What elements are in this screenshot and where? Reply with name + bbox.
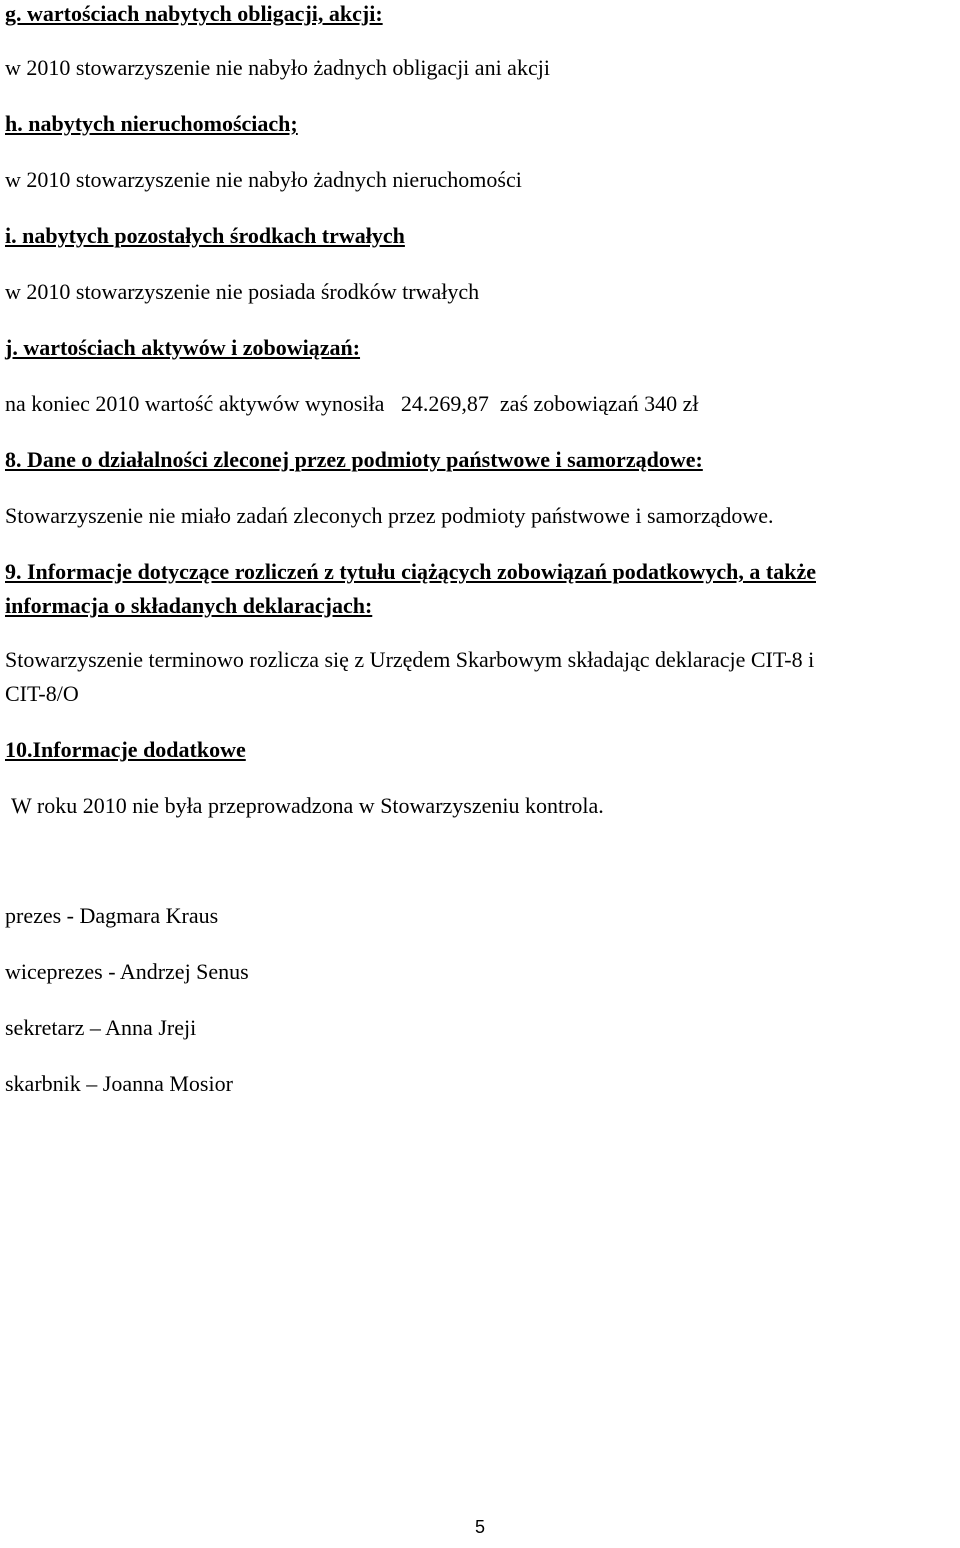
section-10-heading: 10.Informacje dodatkowe — [5, 737, 246, 762]
section-i-text: w 2010 stowarzyszenie nie posiada środków trwałych — [5, 279, 480, 304]
section-8-text: Stowarzyszenie nie miało zadań zleconych przez podmioty państwowe i samorządowe. — [5, 503, 774, 528]
section-9-text-line-1: Stowarzyszenie terminowo rozlicza się z Urzędem Skarbowym składając deklaracje CIT-8 i — [5, 647, 815, 672]
signatory-treasurer: skarbnik – Joanna Mosior — [5, 1071, 233, 1096]
section-j-text: na koniec 2010 wartość aktywów wynosiła 24.269,87 zaś zobowiązań 340 zł — [5, 391, 699, 416]
page-number: 5 — [474, 1517, 485, 1537]
section-h-text: w 2010 stowarzyszenie nie nabyło żadnych nieruchomości — [5, 167, 522, 192]
section-g-text: w 2010 stowarzyszenie nie nabyło żadnych obligacji ani akcji — [5, 55, 550, 80]
section-9-heading-line-2: informacja o składanych deklaracjach: — [5, 593, 373, 618]
section-9-text-line-2: CIT-8/O — [5, 681, 79, 706]
signatory-president: prezes - Dagmara Kraus — [5, 903, 219, 928]
section-h-heading: h. nabytych nieruchomościach; — [5, 111, 298, 136]
section-10-text: W roku 2010 nie była przeprowadzona w Stowarzyszeniu kontrola. — [11, 793, 604, 818]
signatory-secretary: sekretarz – Anna Jreji — [5, 1015, 197, 1040]
section-i-heading: i. nabytych pozostałych środkach trwałych — [5, 223, 405, 248]
section-g-heading: g. wartościach nabytych obligacji, akcji: — [5, 1, 383, 26]
section-j-heading: j. wartościach aktywów i zobowiązań: — [5, 335, 361, 360]
section-8-heading: 8. Dane o działalności zleconej przez podmioty państwowe i samorządowe: — [5, 447, 703, 472]
signatory-vice-president: wiceprezes - Andrzej Senus — [5, 959, 249, 984]
section-9-heading-line-1: 9. Informacje dotyczące rozliczeń z tytułu ciążących zobowiązań podatkowych, a także — [5, 559, 816, 584]
